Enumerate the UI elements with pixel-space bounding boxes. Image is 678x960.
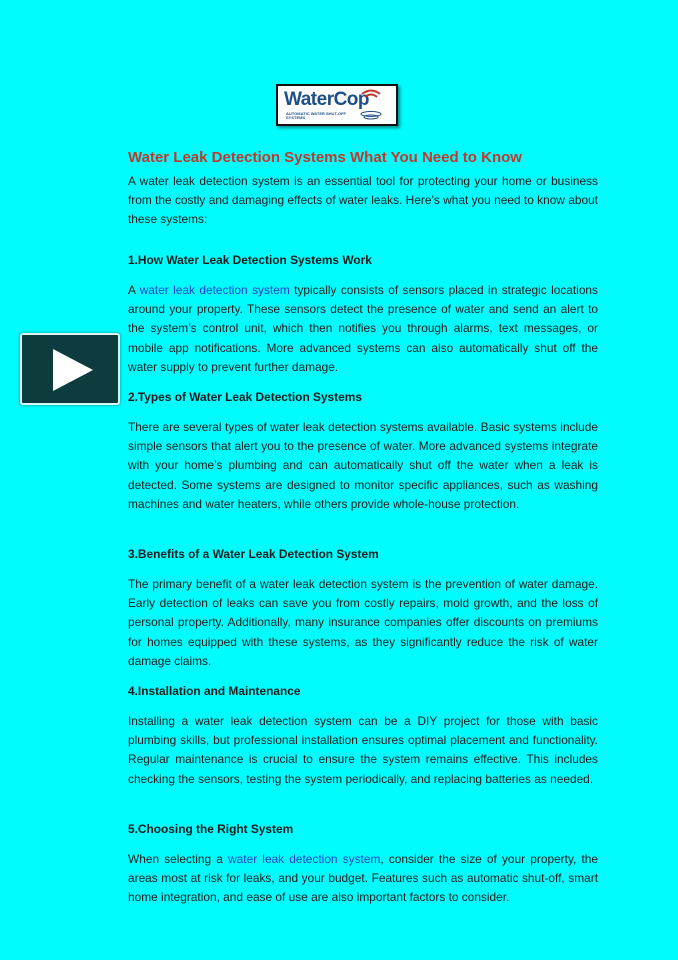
section-heading: 1.How Water Leak Detection Systems Work: [128, 253, 372, 267]
section-heading: 5.Choosing the Right System: [128, 822, 294, 836]
section-heading: 4.Installation and Maintenance: [128, 684, 301, 698]
logo-tagline: AUTOMATIC WATER SHUT-OFF SYSTEMS: [286, 111, 346, 120]
water-signal-icon: [356, 86, 386, 122]
watercop-logo: [276, 84, 398, 126]
water-leak-detection-link[interactable]: water leak detection system: [139, 283, 290, 297]
text: , consider the size of your property, the areas most at risk for leaks, and your budget. Features such as automatic shut-off, smart home integration, and ease of use are also important factors to consider.: [128, 852, 598, 905]
logo-brand: WaterCop: [284, 89, 370, 110]
page-title: Water Leak Detection Systems What You Need to Know: [128, 149, 522, 166]
section-heading: 2.Types of Water Leak Detection Systems: [128, 390, 362, 404]
section-paragraph: [128, 281, 598, 377]
text: typically consists of sensors placed in strategic locations around your property. These sensors detect the presence of water and send an alert to the system’s control unit, which then notifies you through alarms, text messages, or mobile app notifications. More advanced systems can also automatically shut off the water supply to prevent further damage.: [128, 283, 598, 374]
section-paragraph: There are several types of water leak detection systems available. Basic systems include simple sensors that alert you to the presence of water. More advanced systems integrate with your home’s plumbing and can automatically shut off the water when a leak is detected. Some systems are designed to monitor specific appliances, such as washing machines and water heaters, while others provide whole-house protection.: [128, 420, 598, 511]
section-paragraph: [128, 850, 598, 908]
play-button[interactable]: [20, 333, 120, 405]
water-leak-detection-link[interactable]: water leak detection system: [228, 852, 381, 866]
text: A: [128, 283, 140, 297]
section-heading: 3.Benefits of a Water Leak Detection System: [128, 547, 379, 561]
intro-paragraph: A water leak detection system is an essential tool for protecting your home or business from the costly and damaging effects of water leaks. Here’s what you need to know about these systems:: [128, 174, 598, 227]
section-paragraph: The primary benefit of a water leak detection system is the prevention of water damage. Early detection of leaks can save you from costly repairs, mold growth, and the loss of personal property. Additionally, many insurance companies offer discounts on premiums for homes equipped with these systems, as they significantly reduce the risk of water damage claims.: [128, 577, 598, 668]
play-icon: [53, 349, 93, 391]
section-paragraph: Installing a water leak detection system can be a DIY project for those with basic plumbing skills, but professional installation ensures optimal placement and functionality. Regular maintenance is crucial to ensure the system remains effective. This includes checking the sensors, testing the system periodically, and replacing batteries as needed.: [128, 714, 598, 786]
text: When selecting a: [128, 852, 229, 866]
